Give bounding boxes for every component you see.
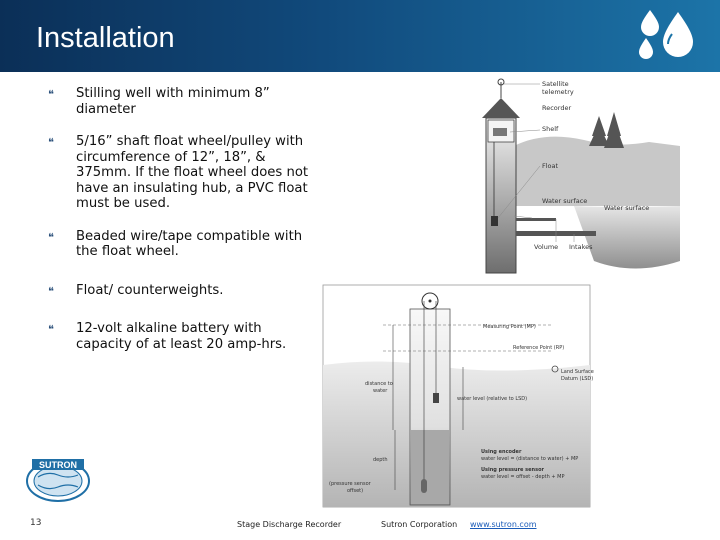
counterweight-icon [433, 393, 439, 403]
encoder-title: Using encoder [481, 449, 522, 455]
bullet-item [48, 321, 318, 352]
recorder-box [493, 128, 507, 136]
distance-to-water-label: distance to [365, 381, 393, 387]
bullet-marker-icon: ❝ [48, 136, 54, 149]
bullet-item [48, 283, 318, 299]
bullet-text: 5/16” shaft float wheel/pulley with circumference of 12”, 18”, & 375mm. If the float wheel does not have an insulating hub, a PVC float must be used. [76, 134, 309, 211]
float-icon [491, 216, 498, 226]
pressure-formula: water level = offset - depth + MP [481, 474, 565, 480]
satellite-label: Satellite [542, 80, 569, 88]
depth-label: depth [373, 457, 388, 463]
satellite-label: telemetry [542, 88, 574, 96]
intakes-label: Intakes [569, 243, 593, 251]
bullet-marker-icon: ❝ [48, 230, 54, 244]
bullet-text: Beaded wire/tape compatible with the float wheel. [76, 228, 303, 259]
ground-shape [514, 137, 680, 206]
water-surface-label: Water surface [604, 204, 650, 212]
recorder-label: Recorder [542, 104, 572, 112]
pressure-title: Using pressure sensor [481, 467, 544, 473]
bullet-marker-icon: ❝ [48, 284, 54, 298]
water-surface-label: Water surface [542, 197, 588, 205]
water-drops-logo-icon [628, 4, 698, 68]
logo-text: SUTRON [39, 460, 77, 470]
reference-point-label: Reference Point (RP) [513, 345, 565, 351]
bullet-list [48, 86, 318, 352]
measuring-point-diagram [323, 285, 594, 507]
footer-url-link[interactable]: www.sutron.com [470, 520, 537, 529]
distance-to-water-label: water [373, 388, 388, 394]
stilling-well-diagram [474, 76, 680, 275]
page-number: 13 [30, 518, 42, 528]
footer-title: Stage Discharge Recorder [237, 520, 342, 529]
shelf-label: Shelf [542, 125, 559, 133]
measuring-point-label: Measuring Point (MP) [483, 324, 536, 330]
float-label: Float [542, 162, 559, 170]
footer-company: Sutron Corporation [381, 520, 458, 529]
bullet-marker-icon: ❝ [48, 88, 54, 101]
water-column [411, 430, 449, 504]
land-surface-label: Land Surface [561, 369, 594, 375]
pressure-offset-label: offset) [347, 488, 364, 494]
sutron-logo-icon [24, 455, 92, 503]
header-bar [0, 0, 720, 72]
volume-label: Volume [534, 243, 559, 251]
bullet-text: Float/ counterweights. [76, 282, 224, 298]
bullet-marker-icon: ❝ [48, 323, 54, 336]
pressure-offset-label: (pressure sensor [329, 481, 371, 487]
water-level-label: water level (relative to LSD) [457, 396, 528, 402]
intake-pipe [516, 218, 556, 221]
bullet-item [48, 86, 318, 117]
land-surface-label: Datum (LSD) [561, 376, 594, 382]
bullet-text: Stilling well with minimum 8” diameter [76, 86, 270, 117]
bullet-text: 12-volt alkaline battery with capacity of at least 20 amp-hrs. [76, 321, 287, 352]
encoder-formula: water level = (distance to water) + MP [481, 456, 579, 462]
float-icon [421, 479, 427, 493]
bullet-item [48, 229, 318, 260]
bullet-item [48, 134, 318, 212]
page-title: Installation [36, 22, 175, 54]
